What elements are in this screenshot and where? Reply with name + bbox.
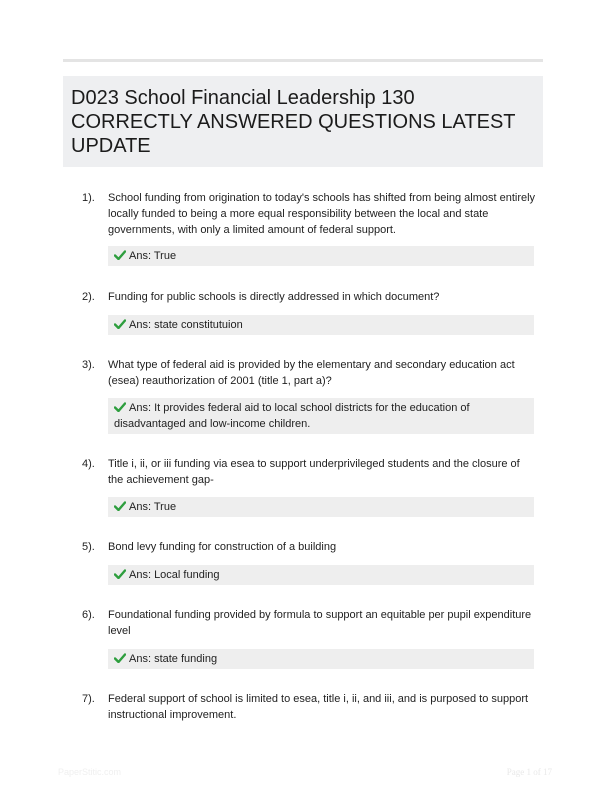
question-6 — [82, 607, 542, 639]
answer-text: Ans: True — [129, 501, 177, 513]
footer-site: PaperStitic.com — [58, 767, 122, 777]
top-divider — [63, 59, 543, 62]
question-1 — [82, 190, 542, 238]
answer-box-6 — [108, 649, 534, 669]
answer-box-2 — [108, 315, 534, 335]
question-3 — [82, 357, 542, 389]
question-text: Foundational funding provided by formula to support an equitable per pupil expenditure level — [108, 609, 532, 637]
check-icon — [114, 569, 126, 579]
question-number: 2). — [82, 291, 95, 303]
footer-page-number: Page 1 of 17 — [506, 767, 552, 777]
question-text: Bond levy funding for construction of a building — [108, 541, 337, 553]
answer-box-3 — [108, 398, 534, 434]
question-text: Funding for public schools is directly addressed in which document? — [108, 291, 440, 303]
answer-text: Ans: state funding — [129, 653, 218, 665]
check-icon — [114, 319, 126, 329]
check-icon — [114, 250, 126, 260]
question-text: Federal support of school is limited to esea, title i, ii, and iii, and is purposed to support instructional improvement. — [108, 693, 529, 721]
question-number: 4). — [82, 458, 95, 470]
answer-box-4 — [108, 497, 534, 517]
question-7 — [82, 691, 542, 723]
answer-box-5 — [108, 565, 534, 585]
title-banner — [63, 76, 543, 167]
question-text: Title i, ii, or iii funding via esea to support underprivileged students and the closure of the achievement gap- — [108, 458, 520, 486]
question-text: What type of federal aid is provided by the elementary and secondary education act (esea) reauthorization of 2001 (title 1, part a)? — [108, 359, 515, 387]
answer-text: Ans: Local funding — [129, 569, 220, 581]
answer-text: Ans: state constitutuion — [129, 319, 243, 331]
check-icon — [114, 402, 126, 412]
answer-text: Ans: It provides federal aid to local school districts for the education of disadvantaged and low-income children. — [114, 402, 470, 430]
check-icon — [114, 501, 126, 511]
question-number: 1). — [82, 192, 95, 204]
question-4 — [82, 456, 542, 488]
question-number: 6). — [82, 609, 95, 621]
question-number: 5). — [82, 541, 95, 553]
question-number: 7). — [82, 693, 95, 705]
question-text: School funding from origination to today's schools has shifted from being almost entirely locally funded to being a more equal responsibility between the local and state governments, with only a limited amount of federal support. — [108, 192, 536, 236]
question-number: 3). — [82, 359, 95, 371]
question-2 — [82, 289, 542, 305]
answer-box-1 — [108, 246, 534, 266]
answer-text: Ans: True — [129, 250, 177, 262]
question-5 — [82, 539, 542, 555]
document-title: D023 School Financial Leadership 130 CORRECTLY ANSWERED QUESTIONS LATEST UPDATE — [71, 87, 516, 157]
check-icon — [114, 653, 126, 663]
